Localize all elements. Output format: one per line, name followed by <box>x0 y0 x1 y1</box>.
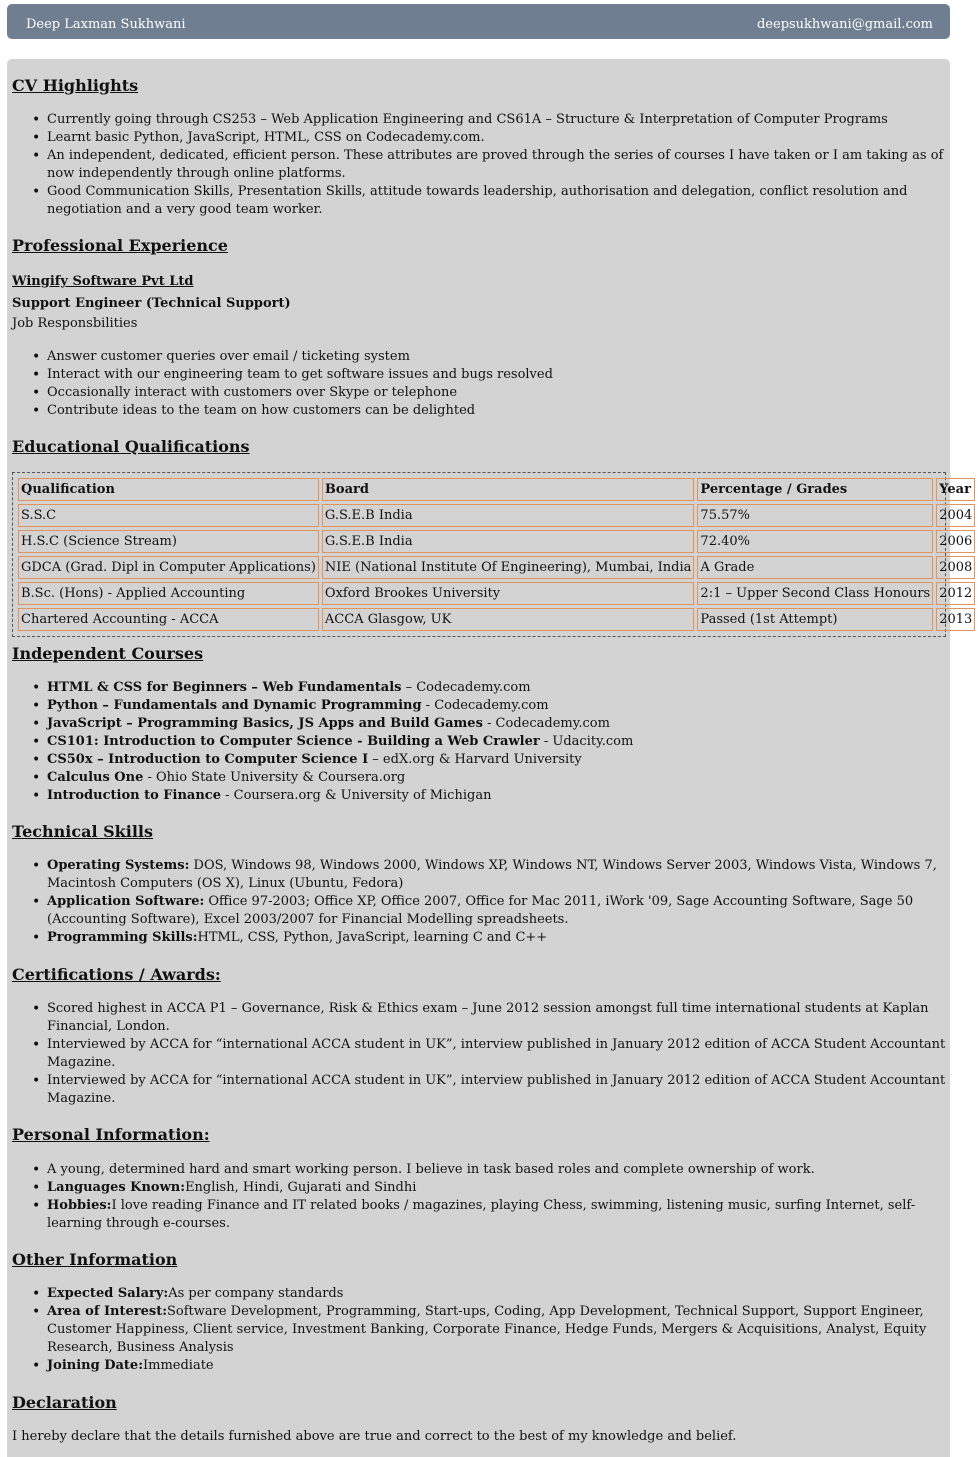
column-header: Percentage / Grades <box>697 478 933 501</box>
courses-list <box>12 679 946 805</box>
section-title-highlights: CV Highlights <box>12 76 139 95</box>
list-item: • Operating Systems: DOS, Windows 98, Windows 2000, Windows XP, Windows NT, Windows Server 2003, Windows Vista, Windows 7, Macintosh Computers (OS X), Linux (Ubuntu, Fedora) <box>12 857 946 893</box>
list-item: • Learnt basic Python, JavaScript, HTML, CSS on Codecademy.com. <box>12 129 946 147</box>
section-title-certifications: Certifications / Awards: <box>12 965 221 984</box>
other-info-list <box>12 1285 946 1375</box>
skills-list <box>12 857 946 947</box>
table-cell: A Grade <box>697 556 933 579</box>
table-cell: G.S.E.B India <box>322 530 695 553</box>
table-cell: H.S.C (Science Stream) <box>18 530 319 553</box>
candidate-email[interactable]: deepsukhwani@gmail.com <box>756 17 933 32</box>
list-item: • Area of Interest:Software Development, Programming, Start-ups, Coding, App Development, Technical Support, Support Engineer, Customer Happiness, Client service, Investment Banking, Corporate Finance, Hedge Funds, Mergers & Acquisitions, Analyst, Equity Research, Business Analysis <box>12 1303 946 1357</box>
list-item: • An independent, dedicated, efficient person. These attributes are proved through the series of courses I have taken or I am taking as of now independently through online platforms. <box>12 147 946 183</box>
table-row <box>18 556 975 579</box>
list-item: • Joining Date:Immediate <box>12 1357 946 1375</box>
list-item: • Occasionally interact with customers over Skype or telephone <box>12 384 946 402</box>
list-item: • Currently going through CS253 – Web Application Engineering and CS61A – Structure & Interpretation of Computer Programs <box>12 111 946 129</box>
table-cell: S.S.C <box>18 504 319 527</box>
table-row <box>18 504 975 527</box>
list-item: • Interact with our engineering team to get software issues and bugs resolved <box>12 366 946 384</box>
table-row <box>18 582 975 605</box>
table-cell: ACCA Glasgow, UK <box>322 608 695 631</box>
list-item: • A young, determined hard and smart working person. I believe in task based roles and complete ownership of work. <box>12 1161 946 1179</box>
job-role: Support Engineer (Technical Support) <box>12 296 291 311</box>
list-item: • Contribute ideas to the team on how customers can be delighted <box>12 402 946 420</box>
table-cell: 2004 <box>936 504 975 527</box>
table-row <box>18 530 975 553</box>
list-item: • Python – Fundamentals and Dynamic Programming - Codecademy.com <box>12 697 946 715</box>
list-item: • Good Communication Skills, Presentation Skills, attitude towards leadership, authorisation and delegation, conflict resolution and negotiation and a very good team worker. <box>12 183 946 219</box>
responsibilities-list <box>12 348 946 420</box>
table-header-row <box>18 478 975 501</box>
table-cell: 2013 <box>936 608 975 631</box>
table-cell: 2012 <box>936 582 975 605</box>
table-cell: 2008 <box>936 556 975 579</box>
list-item: • Languages Known:English, Hindi, Gujarati and Sindhi <box>12 1179 946 1197</box>
company-name: Wingify Software Pvt Ltd <box>12 274 194 289</box>
table-cell: 2:1 – Upper Second Class Honours <box>697 582 933 605</box>
column-header: Board <box>322 478 695 501</box>
list-item: • Calculus One - Ohio State University & Coursera.org <box>12 769 946 787</box>
list-item: • CS101: Introduction to Computer Science - Building a Web Crawler - Udacity.com <box>12 733 946 751</box>
table-cell: Passed (1st Attempt) <box>697 608 933 631</box>
column-header: Year <box>936 478 975 501</box>
list-item: • Scored highest in ACCA P1 – Governance, Risk & Ethics exam – June 2012 session amongst full time international students at Kaplan Financial, London. <box>12 1000 946 1036</box>
list-item: • JavaScript – Programming Basics, JS Apps and Build Games - Codecademy.com <box>12 715 946 733</box>
list-item: • Interviewed by ACCA for “international ACCA student in UK”, interview published in January 2012 edition of ACCA Student Accountant Magazine. <box>12 1072 946 1108</box>
highlights-list <box>12 111 946 219</box>
list-item: • Interviewed by ACCA for “international ACCA student in UK”, interview published in January 2012 edition of ACCA Student Accountant Magazine. <box>12 1036 946 1072</box>
certifications-list <box>12 1000 946 1108</box>
table-cell: G.S.E.B India <box>322 504 695 527</box>
table-cell: B.Sc. (Hons) - Applied Accounting <box>18 582 319 605</box>
list-item: • Hobbies:I love reading Finance and IT related books / magazines, playing Chess, swimming, listening music, surfing Internet, self-learning through e-courses. <box>12 1197 946 1233</box>
list-item: • Answer customer queries over email / ticketing system <box>12 348 946 366</box>
responsibilities-label: Job Responsbilities <box>12 316 138 331</box>
list-item: • Expected Salary:As per company standards <box>12 1285 946 1303</box>
table-cell: GDCA (Grad. Dipl in Computer Applications) <box>18 556 319 579</box>
education-table <box>12 472 973 637</box>
list-item: • Programming Skills:HTML, CSS, Python, JavaScript, learning C and C++ <box>12 929 946 947</box>
section-title-courses: Independent Courses <box>12 644 204 663</box>
list-item: • Introduction to Finance - Coursera.org & University of Michigan <box>12 787 946 805</box>
personal-list <box>12 1161 946 1233</box>
section-title-skills: Technical Skills <box>12 822 153 841</box>
table-cell: NIE (National Institute Of Engineering), Mumbai, India <box>322 556 695 579</box>
candidate-name: Deep Laxman Sukhwani <box>26 17 186 32</box>
section-title-education: Educational Qualifications <box>12 437 250 456</box>
section-title-personal: Personal Information: <box>12 1125 210 1144</box>
column-header: Qualification <box>18 478 319 501</box>
list-item: • CS50x – Introduction to Computer Science I – edX.org & Harvard University <box>12 751 946 769</box>
table-cell: 75.57% <box>697 504 933 527</box>
table-cell: 2006 <box>936 530 975 553</box>
header-bar <box>7 4 950 39</box>
declaration-text: I hereby declare that the details furnished above are true and correct to the best of my knowledge and belief. <box>12 1429 737 1444</box>
table-cell: Oxford Brookes University <box>322 582 695 605</box>
section-title-other: Other Information <box>12 1250 178 1269</box>
table-cell: 72.40% <box>697 530 933 553</box>
section-title-declaration: Declaration <box>12 1393 117 1412</box>
section-title-experience: Professional Experience <box>12 236 228 255</box>
list-item: • HTML & CSS for Beginners – Web Fundamentals – Codecademy.com <box>12 679 946 697</box>
list-item: • Application Software: Office 97-2003; Office XP, Office 2007, Office for Mac 2011, iWork '09, Sage Accounting Software, Sage 50 (Accounting Software), Excel 2003/2007 for Financial Modelling spreadsheets. <box>12 893 946 929</box>
table-row <box>18 608 975 631</box>
table-cell: Chartered Accounting - ACCA <box>18 608 319 631</box>
cv-body <box>7 59 973 1457</box>
